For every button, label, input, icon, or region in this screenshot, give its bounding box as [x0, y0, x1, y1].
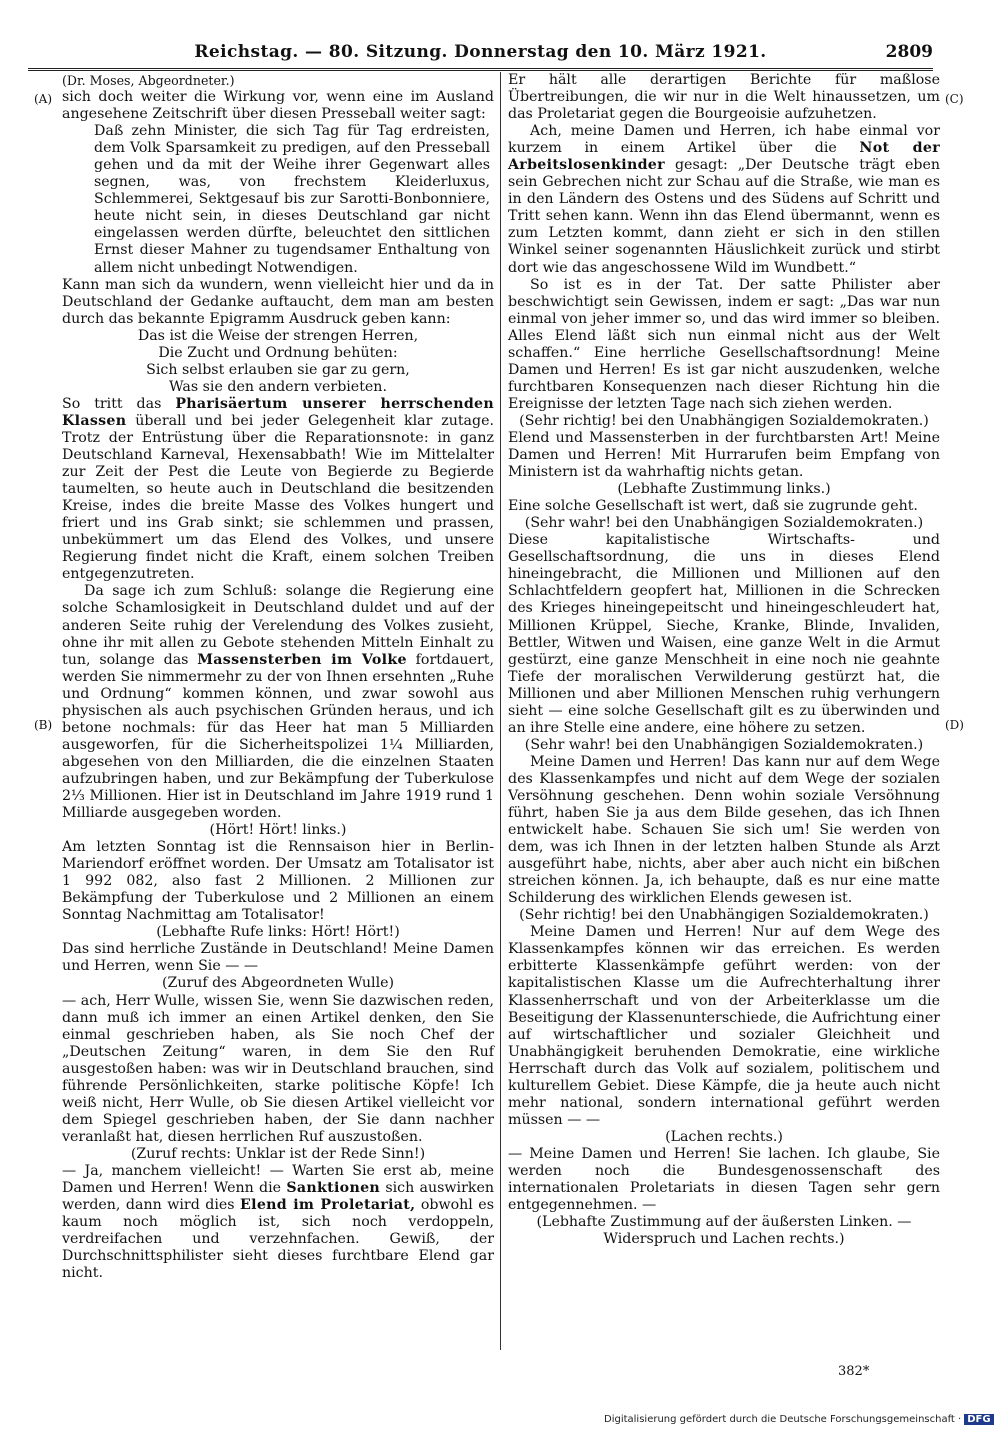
- paragraph: Diese kapitalistische Wirtschafts- und Gesellschaftsordnung, die uns in dieses Elend hineingebracht, die Millionen und Millionen auf den Schlachtfeldern geopfert hat, Millionen in die Schrecken des Krieges hineingepeitscht und hineingeschleudert hat, Millionen Krüppel, Sieche, Kranke, Blinde, Invaliden, Bettler, Witwen und Waisen, eine ganze Welt in die Armut gestürzt, eine ganze Menschheit in eine noch nie geahnte Tiefe der moralischen Verwilderung gestürzt hat, die Millionen und aber Millionen Menschen ruhig verhungern sieht — eine solche Gesellschaft gilt es zu überwinden und an ihre Stelle eine andere, eine höhere zu setzen.: [508, 532, 940, 736]
- epigram-line: Das ist die Weise der strengen Herren,: [137, 327, 419, 344]
- paragraph: sich doch weiter die Wirkung vor, wenn eine im Ausland angesehene Zeitschrift über diesen Presseball weiter sagt:: [62, 89, 494, 123]
- emphasis: Elend im Proletariat,: [240, 1197, 416, 1214]
- paragraph: Meine Damen und Herren! Nur auf dem Wege des Klassenkampfes können wir das erreichen. Es werden erbitterte Klassenkämpfe geführt werden: von der kapitalistischen Klasse um die Aufrechterhaltung ihrer Klassenherrschaft und von der Arbeiterklasse um die Beseitigung der Klassenunterschiede, die Aufrichtung einer auf wirtschaftlicher und sozialer Gleichheit und Unabhängigkeit beruhenden Demokratie, eine wirkliche Herrschaft durch das Volk auf sozialem, politischem und kulturellem Gebiet. Diese Kämpfe, die ja heute auch nicht mehr national, sondern international geführt werden müssen — —: [508, 924, 941, 1128]
- digitization-credit: [604, 1414, 994, 1425]
- page-header: [28, 38, 933, 71]
- paragraph: Elend und Massensterben in der furchtbarsten Art! Meine Damen und Herren! Mit Hurrarufen beim Empfang von Ministern ist da wahrhaftig nichts getan.: [508, 429, 940, 481]
- paragraph: Das sind herrliche Zustände in Deutschland! Meine Damen und Herren, wenn Sie — —: [62, 941, 494, 975]
- margin-marker-d: (D): [945, 718, 964, 732]
- text-run: gesagt: „Der Deutsche trägt eben sein Gebrechen nicht zur Schau auf die Straße, wie man es in den Ländern des Ostens und des Südens auf Schritt und Tritt sehen kann. Wenn ihn das Elend übermannt, wenn es zum Letzten kommt, dann zieht er sich in den stillen Winkel seiner sogenannten Häuslichkeit zurück und stirbt dort wie das angeschossene Wild im Wundbett.“: [508, 157, 940, 276]
- interjection: (Sehr richtig! bei den Unabhängigen Sozialdemokraten.): [519, 412, 929, 429]
- interjection: (Hört! Hört! links.): [209, 822, 347, 839]
- paragraph: Eine solche Gesellschaft ist wert, daß sie zugrunde geht.: [508, 498, 918, 515]
- credit-text: Digitalisierung gefördert durch die Deutsche Forschungsgemeinschaft ·: [604, 1414, 962, 1425]
- text-run: obwohl es kaum noch möglich ist, sich noch verdoppeln, verdreifachen und verzehnfachen. Gewiß, der Durchschnittsphilister sieht dieses furchtbare Elend gar nicht.: [62, 1197, 494, 1282]
- margin-marker-c: (C): [945, 92, 964, 106]
- paragraph: [62, 396, 494, 584]
- interjection: (Zuruf rechts: Unklar ist der Rede Sinn!): [130, 1145, 426, 1162]
- paragraph: [508, 123, 940, 276]
- interjection: (Sehr richtig! bei den Unabhängigen Sozialdemokraten.): [519, 907, 929, 924]
- interjection: (Lebhafte Zustimmung auf der äußersten Linken. — Widerspruch und Lachen rechts.): [536, 1214, 912, 1248]
- text-run: — Ja, manchem vielleicht! — Warten Sie erst ab, meine Damen und Herren! Wenn die: [62, 1163, 494, 1197]
- paragraph: Am letzten Sonntag ist die Rennsaison hier in Berlin-Mariendorf eröffnet worden. Der Umsatz am Totalisator ist 1 992 082, also fast 2 Millionen. 2 Millionen zur Bekämpfung der Tuberkulose und 2 Millionen an einem Sonntag Nachmittag am Totalisator!: [62, 839, 494, 924]
- paragraph: Er hält alle derartigen Berichte für maßlose Übertreibungen, die wir nur in die Welt hinaussetzen, um das Proletariat gegen die Bourgeoisie aufzuhetzen.: [508, 72, 940, 123]
- right-column: [508, 72, 940, 1248]
- paragraph: Meine Damen und Herren! Das kann nur auf dem Wege des Klassenkampfes und nicht auf dem Wege der sozialen Versöhnung geschehen. Denn wohin soziale Versöhnung führt, haben Sie ja aus dem Bilde gesehen, das ich Ihnen entwickelt habe. Schauen Sie sich um! Sie werden von dem, was ich Ihnen in der letzten halben Stunde als Arzt ausgeführt habe, nichts, aber aber auch nicht ein bißchen streichen können. Ja, ich behaupte, daß es nur eine matte Schilderung des wirklichen Elends gewesen ist.: [508, 753, 940, 907]
- interjection: (Lebhafte Rufe links: Hört! Hört!): [156, 924, 400, 941]
- left-column: [62, 72, 494, 1282]
- epigram-line: Was sie den andern verbieten.: [169, 378, 387, 395]
- text-run: Da sage ich zum Schluß: solange die Regierung eine solche Schamlosigkeit in Deutschland duldet und auf der anderen Seite ruhig der Verelendung des Volkes zusieht, ohne ihr mit allen zu Gebote stehenden Mitteln Einhalt zu tun, solange das: [62, 583, 494, 668]
- interjection: (Sehr wahr! bei den Unabhängigen Sozialdemokraten.): [524, 515, 924, 532]
- interjection: (Lachen rechts.): [665, 1128, 783, 1145]
- epigram-line: Sich selbst erlauben sie gar zu gern,: [146, 361, 410, 378]
- paragraph: — ach, Herr Wulle, wissen Sie, wenn Sie dazwischen reden, dann muß ich immer an einen Artikel denken, den Sie einmal geschrieben haben, als Sie noch Chef der „Deutschen Zeitung“ waren, in dem Sie den Ruf ausgestoßen haben: was wir in Deutschland brauchen, sind führende Persönlichkeiten, starke politische Köpfe! Ich weiß nicht, Herr Wulle, ob Sie diesen Artikel vielleicht vor dem Spiegel geschrieben haben, der Sie dann nachher veranlaßt hat, diesen herrlichen Ruf auszustoßen.: [62, 992, 494, 1145]
- speaker-line: (Dr. Moses, Abgeordneter.): [62, 73, 235, 88]
- margin-marker-a: (A): [34, 92, 53, 106]
- paragraph: [62, 583, 494, 822]
- page-number: 2809: [885, 42, 933, 62]
- text-run: sich auswirken werden, dann wird dies: [62, 1180, 494, 1214]
- column-divider: [500, 72, 501, 1350]
- emphasis: Massensterben im Volke: [197, 651, 407, 668]
- paragraph: — Meine Damen und Herren! Sie lachen. Ich glaube, Sie werden noch die Bundesgenossenschaft des internationalen Proletariats in diesen Tagen sehr gern entgegennehmen. —: [508, 1145, 940, 1214]
- paragraph: So ist es in der Tat. Der satte Philister aber beschwichtigt sein Gewissen, indem er sagt: „Das war nun einmal von jeher immer so, und das wird immer so bleiben. Alles Elend läßt sich nun einmal nicht aus der Welt schaffen.“ Eine herrliche Gesellschaftsordnung! Meine Damen und Herren! Es ist gar nicht auszudenken, welche furchtbaren Konsequenzen nach dieser Richtung hin die Ereignisse der letzten Tage nach sich ziehen werden.: [508, 276, 940, 412]
- dfg-logo: DFG: [964, 1414, 993, 1425]
- interjection: (Zuruf des Abgeordneten Wulle): [161, 975, 395, 992]
- quotation: Daß zehn Minister, die sich Tag für Tag erdreisten, dem Volk Sparsamkeit zu predigen, auf den Presseball gehen und da mit der Weihe ihrer Gegenwart alles segnen, was, von frechstem Kleiderluxus, Schlemmerei, Sektgesauf bis zur Sarotti-Bonbonniere, heute nicht sein, in dieses Deutschland gar nicht eingelassen werden dürfte, beleuchtet den sittlichen Ernst dieser Mahner zu tugendsamer Enthaltung von allem nicht unbedingt Notwendigen.: [94, 123, 490, 276]
- text-run: Ach, meine Damen und Herren, ich habe einmal vor kurzem in einem Artikel über die: [508, 123, 940, 157]
- text-run: fortdauert, werden Sie nimmermehr zu der von Ihnen ersehnten „Ruhe und Ordnung“ kommen können, und zwar sowohl aus physischen als auch psychischen Gründen heraus, und ich betone nochmals: für das Heer hat man 5 Milliarden ausgeworfen, für die Sicherheitspolizei 1¼ Milliarden, abgesehen von den Milliarden, die die einzelnen Staaten aufzubringen haben, und zur Bekämpfung der Tuberkulose 2⅓ Millionen. Hier ist in Deutschland im Jahre 1919 rund 1 Milliarde ausgegeben worden.: [62, 651, 494, 822]
- paragraph: [62, 1163, 494, 1282]
- emphasis: Sanktionen: [286, 1180, 381, 1197]
- text-run: überall und bei jeder Gelegenheit klar zutage. Trotz der Entrüstung über die Reparationsnote: in ganz Deutschland Karneval, Hexensabbath! Wie im Mittelalter zur Zeit der Pest die Leute von Begierde zu Begierde taumelten, so heute auch in Deutschland die besitzenden Kreise, indes die breite Masse des Volkes hungert und friert und ins Grab sinkt; sie schlemmen und prassen, unbekümmert um das Elend des Volkes, und unsere Regierung findet nicht die Kraft, einem solchen Treiben entgegenzutreten.: [62, 412, 494, 583]
- text-run: So tritt das: [62, 395, 176, 412]
- sheet-number: 382*: [838, 1364, 870, 1379]
- interjection: (Lebhafte Zustimmung links.): [617, 481, 831, 498]
- paragraph: Kann man sich da wundern, wenn vielleicht hier und da in Deutschland der Gedanke auftaucht, dem man am besten durch das bekannte Epigramm Ausdruck geben kann:: [62, 276, 494, 327]
- running-title: Reichstag. — 80. Sitzung. Donnerstag den 10. März 1921.: [194, 42, 767, 62]
- epigram-line: Die Zucht und Ordnung behüten:: [158, 344, 398, 361]
- interjection: (Sehr wahr! bei den Unabhängigen Sozialdemokraten.): [524, 736, 924, 753]
- margin-marker-b: (B): [34, 718, 53, 732]
- emphasis: Not der Arbeitslosenkinder: [508, 140, 940, 174]
- emphasis: Pharisäertum unserer herrschenden Klassen: [62, 395, 494, 429]
